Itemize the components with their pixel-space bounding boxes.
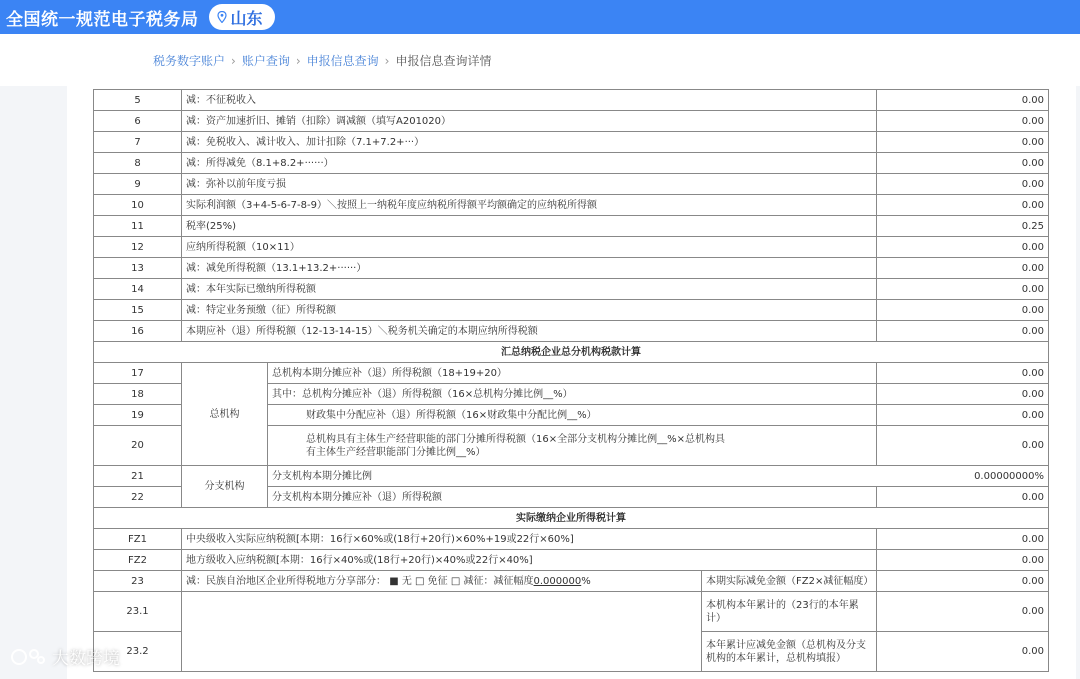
row-number: FZ2: [94, 550, 182, 571]
row-label: 税率(25%): [182, 216, 877, 237]
chevron-right-icon: ›: [384, 54, 390, 68]
table-row: [94, 132, 1049, 153]
table-row: [94, 279, 1049, 300]
row-number: 22: [94, 487, 182, 508]
row-value: 0.00: [877, 405, 1049, 426]
sub-label: 本机构本年累计的（23行的本年累计）: [702, 592, 877, 632]
reduction-rate: 0.000000: [533, 575, 582, 587]
breadcrumb: [153, 52, 492, 69]
row-value: 0.00: [877, 237, 1049, 258]
row-number: 16: [94, 321, 182, 342]
row-number: 15: [94, 300, 182, 321]
group-label-hq: 总机构: [182, 363, 268, 466]
section-header-row: [94, 508, 1049, 529]
row-value: 0.00: [877, 592, 1049, 632]
row-label: 中央级收入实际应纳税额[本期：16行×60%或(18行+20行)×60%+19或22行×60%]: [182, 529, 877, 550]
row-value: 0.00: [877, 550, 1049, 571]
row-label: 减：本年实际已缴纳所得税额: [182, 279, 877, 300]
row-label: [268, 466, 1049, 487]
table-row: [94, 111, 1049, 132]
row-number: 23.1: [94, 592, 182, 632]
row-value: 0.00: [877, 321, 1049, 342]
radio-exempt[interactable]: □: [415, 575, 425, 587]
row-label: 总机构具有主体生产经营职能的部门分摊所得税额（16×全部分支机构分摊比例__%×总机构具有主体生产经营职能部门分摊比例__%）: [268, 426, 877, 466]
row-number: 14: [94, 279, 182, 300]
row-value: 0.00: [877, 153, 1049, 174]
option-exempt-label: 免征: [427, 575, 448, 587]
breadcrumb-current: 申报信息查询详情: [395, 54, 492, 68]
row-number: 21: [94, 466, 182, 487]
breadcrumb-tax-account[interactable]: 税务数字账户: [153, 54, 226, 68]
region-label: 山东: [230, 8, 263, 28]
row-label: [182, 571, 702, 592]
group-label-branch: 分支机构: [182, 466, 268, 508]
row-label: 减：免税收入、减计收入、加计扣除（7.1+7.2+···）: [182, 132, 877, 153]
row-label: 减：特定业务预缴（征）所得税额: [182, 300, 877, 321]
option-reduce-label: 减征：减征幅度: [463, 575, 534, 587]
chevron-right-icon: ›: [231, 54, 236, 68]
watermark-logo-icon: [10, 646, 46, 668]
row-number: 9: [94, 174, 182, 195]
empty-merged-cell: [182, 592, 702, 672]
region-selector[interactable]: [209, 4, 275, 30]
row-number: 13: [94, 258, 182, 279]
row-value: 0.00000000%: [974, 470, 1045, 482]
table-row: [94, 174, 1049, 195]
row-number: 11: [94, 216, 182, 237]
row-value: 0.00: [877, 363, 1049, 384]
row-number: 12: [94, 237, 182, 258]
table-row: [94, 592, 1049, 632]
chevron-right-icon: ›: [295, 54, 301, 68]
row-label: 本期应补（退）所得税额（12-13-14-15）＼税务机关确定的本期应纳所得税额: [182, 321, 877, 342]
table-row: [94, 363, 1049, 384]
row-number: 20: [94, 426, 182, 466]
row-label: 其中：总机构分摊应补（退）所得税额（16×总机构分摊比例__%）: [268, 384, 877, 405]
row-value: 0.00: [877, 279, 1049, 300]
breadcrumb-account-query[interactable]: 账户查询: [241, 54, 290, 68]
breadcrumb-bar: [0, 34, 1080, 86]
section-title-actual-tax: 实际缴纳企业所得税计算: [94, 508, 1049, 529]
option-none-label: 无: [401, 575, 412, 587]
section-header-row: [94, 342, 1049, 363]
table-row: [94, 466, 1049, 487]
row-value: 0.00: [877, 384, 1049, 405]
row-label: 减：减免所得税额（13.1+13.2+······）: [182, 258, 877, 279]
section-title-consolidated: 汇总纳税企业总分机构税款计算: [94, 342, 1049, 363]
watermark: [10, 644, 120, 669]
row-number: 23.2: [94, 632, 182, 672]
breadcrumb-declaration-query[interactable]: 申报信息查询: [306, 54, 379, 68]
radio-reduce[interactable]: □: [450, 575, 461, 587]
watermark-text: 大数跨境: [52, 649, 120, 669]
row-value: 0.00: [877, 300, 1049, 321]
row-value: 0.00: [877, 487, 1049, 508]
row-number: 6: [94, 111, 182, 132]
row-label: 减：所得减免（8.1+8.2+······）: [182, 153, 877, 174]
row-number: 19: [94, 405, 182, 426]
row-label: 减：弥补以前年度亏损: [182, 174, 877, 195]
row-value: 0.00: [877, 111, 1049, 132]
row-label: 应纳所得税额（10×11）: [182, 237, 877, 258]
table-row: [94, 195, 1049, 216]
row-label-text: 分支机构本期分摊比例: [272, 470, 372, 482]
row-number: 23: [94, 571, 182, 592]
row-value: 0.00: [877, 426, 1049, 466]
row-value: 0.25: [877, 216, 1049, 237]
row-value: 0.00: [877, 174, 1049, 195]
table-row: [94, 237, 1049, 258]
row-label: 财政集中分配应补（退）所得税额（16×财政集中分配比例__%）: [268, 405, 877, 426]
row-label: 减：不征税收入: [182, 90, 877, 111]
table-row: [94, 529, 1049, 550]
row-value: 0.00: [877, 529, 1049, 550]
row-label: 减：资产加速折旧、摊销（扣除）调减额（填写A201020）: [182, 111, 877, 132]
row-value: 0.00: [877, 132, 1049, 153]
row-value: 0.00: [877, 571, 1049, 592]
row-number: FZ1: [94, 529, 182, 550]
declaration-table: [93, 89, 1049, 672]
table-row: [94, 321, 1049, 342]
row-number: 8: [94, 153, 182, 174]
table-row: [94, 300, 1049, 321]
reduction-rate-unit: %: [581, 575, 591, 587]
row-number: 17: [94, 363, 182, 384]
sub-label: 本期实际减免金额（FZ2×减征幅度）: [702, 571, 877, 592]
location-pin-icon: [217, 11, 227, 23]
table-row: [94, 90, 1049, 111]
table-row: [94, 550, 1049, 571]
radio-none[interactable]: ■: [389, 575, 399, 587]
table-row: [94, 153, 1049, 174]
row-value: 0.00: [877, 632, 1049, 672]
row-label: 地方级收入应纳税额[本期：16行×40%或(18行+20行)×40%或22行×40%]: [182, 550, 877, 571]
row-number: 18: [94, 384, 182, 405]
table-row: [94, 216, 1049, 237]
row-label: 分支机构本期分摊应补（退）所得税额: [268, 487, 877, 508]
table-row: [94, 571, 1049, 592]
row-number: 10: [94, 195, 182, 216]
site-title: 全国统一规范电子税务局: [6, 9, 199, 30]
row-number: 5: [94, 90, 182, 111]
row-label: 总机构本期分摊应补（退）所得税额（18+19+20）: [268, 363, 877, 384]
top-header-bar: [0, 0, 1080, 34]
row-number: 7: [94, 132, 182, 153]
row-value: 0.00: [877, 90, 1049, 111]
row-value: 0.00: [877, 258, 1049, 279]
table-row: [94, 258, 1049, 279]
row-value: 0.00: [877, 195, 1049, 216]
row-label-text: 减：民族自治地区企业所得税地方分享部分：: [186, 575, 386, 587]
sub-label: 本年累计应减免金额（总机构及分支机构的本年累计，总机构填报）: [702, 632, 877, 672]
row-label: 实际利润额（3+4-5-6-7-8-9）＼按照上一纳税年度应纳税所得额平均额确定的应纳税所得额: [182, 195, 877, 216]
